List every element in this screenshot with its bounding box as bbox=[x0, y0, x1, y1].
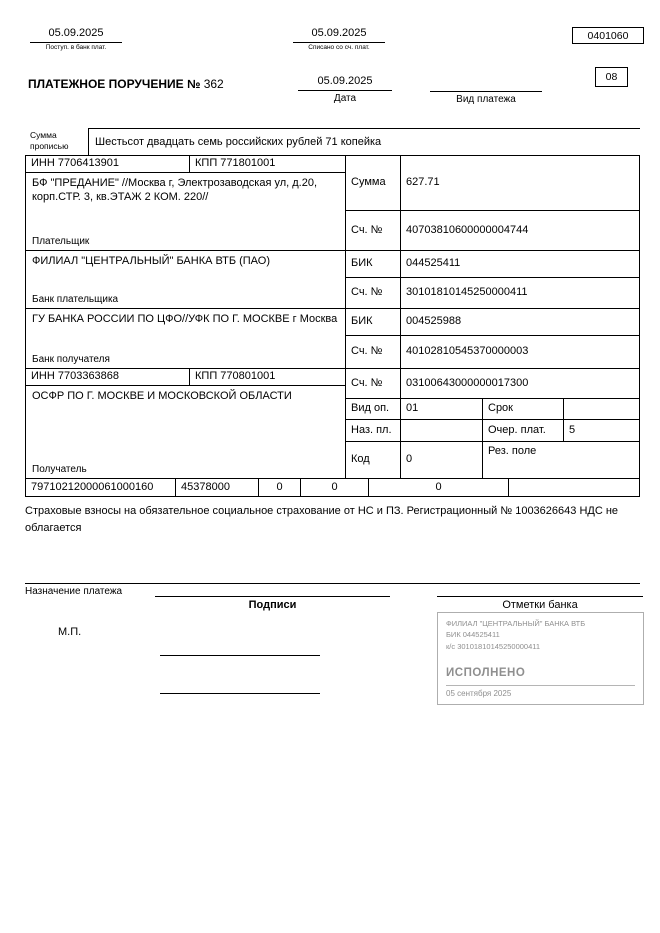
payer-bank-account-label-cell bbox=[345, 277, 401, 309]
stamp-corr-account: к/с 30101810145250000411 bbox=[446, 641, 541, 651]
receiver-account-label: Сч. № bbox=[351, 376, 383, 389]
amount-words-text: Шестьсот двадцать семь российских рублей 71 копейка bbox=[95, 136, 382, 148]
stamp-status: ИСПОЛНЕНО bbox=[446, 666, 526, 679]
oktmo-value: 45378000 bbox=[181, 480, 230, 493]
document-title bbox=[28, 77, 224, 91]
priority-label-cell bbox=[482, 419, 564, 442]
signature-line-1 bbox=[160, 655, 320, 656]
debited-date-block bbox=[293, 27, 385, 51]
payer-bank-name: ФИЛИАЛ "ЦЕНТРАЛЬНЫЙ" БАНКА ВТБ (ПАО) bbox=[32, 255, 270, 267]
receiver-name: ОСФР ПО Г. МОСКВЕ И МОСКОВСКОЙ ОБЛАСТИ bbox=[32, 390, 292, 402]
code-label: Код bbox=[351, 453, 370, 466]
receiver-bank-bik-value-cell bbox=[400, 308, 640, 336]
purpose-caption: Назначение платежа bbox=[25, 586, 123, 597]
naz-pl-value-cell bbox=[400, 419, 483, 442]
payer-name: БФ "ПРЕДАНИЕ" //Москва г, Электрозаводская ул, д.20, корп.СТР. 3, кв.ЭТАЖ 2 КОМ. 220// bbox=[32, 177, 318, 203]
document-title-text: ПЛАТЕЖНОЕ ПОРУЧЕНИЕ № bbox=[28, 77, 201, 91]
bank-marks-caption: Отметки банка bbox=[502, 599, 578, 611]
stamp-divider bbox=[446, 685, 635, 686]
receiver-kpp-cell bbox=[189, 368, 346, 386]
bank-marks-line bbox=[437, 596, 643, 597]
payer-bank-bik-value: 044525411 bbox=[406, 257, 461, 270]
document-date: 05.09.2025 bbox=[298, 75, 392, 91]
term-label: Срок bbox=[488, 402, 513, 415]
form-code-box bbox=[572, 27, 644, 44]
naz-pl-label: Наз. пл. bbox=[351, 423, 392, 436]
payer-account-label-cell bbox=[345, 210, 401, 251]
op-type-label-cell bbox=[345, 398, 401, 420]
op-type-value: 01 bbox=[406, 402, 419, 415]
receiver-bank-name: ГУ БАНКА РОССИИ ПО ЦФО//УФК ПО Г. МОСКВЕ г Москва bbox=[32, 313, 338, 325]
debited-date: 05.09.2025 bbox=[293, 27, 385, 43]
form-code: 0401060 bbox=[587, 29, 629, 42]
priority-value-cell bbox=[563, 419, 640, 442]
code-label-cell bbox=[345, 441, 401, 479]
receiver-bank-account-value: 40102810545370000003 bbox=[406, 345, 529, 358]
receiver-cell bbox=[25, 385, 346, 479]
term-value-cell bbox=[563, 398, 640, 420]
payment-type-block bbox=[430, 75, 542, 105]
op-type-value-cell bbox=[400, 398, 483, 420]
receiver-bank-bik-value: 004525988 bbox=[406, 315, 462, 328]
document-date-caption: Дата bbox=[333, 93, 357, 104]
signatures-caption: Подписи bbox=[248, 599, 297, 611]
stamp-bik: БИК 044525411 bbox=[446, 630, 500, 640]
payment-type-caption: Вид платежа bbox=[456, 94, 516, 105]
document-date-block bbox=[298, 75, 392, 104]
payer-bank-account-label: Сч. № bbox=[351, 286, 383, 299]
basis-cell bbox=[258, 478, 301, 497]
payer-inn: ИНН 7706413901 bbox=[31, 157, 120, 170]
payer-bank-account-value: 30101810145250000411 bbox=[406, 286, 528, 299]
status-code: 08 bbox=[605, 71, 618, 83]
period-value: 0 bbox=[331, 480, 338, 493]
payment-type-line bbox=[430, 75, 542, 92]
receiver-bank-account-label: Сч. № bbox=[351, 345, 383, 358]
priority-value: 5 bbox=[569, 423, 576, 436]
receiver-kpp: КПП 770801001 bbox=[195, 370, 276, 383]
purpose-text: Страховые взносы на обязательное социальное страхование от НС и ПЗ. Регистрационный № 1003626643 НДС не облагается bbox=[25, 505, 619, 534]
doc-date-cell bbox=[508, 478, 640, 497]
reserve-field-cell bbox=[482, 441, 640, 479]
mp-caption: М.П. bbox=[58, 626, 82, 638]
payer-bank-account-value-cell bbox=[400, 277, 640, 309]
payer-inn-cell bbox=[25, 155, 190, 173]
received-date-block bbox=[30, 27, 122, 51]
receiver-bank-bik-label-cell bbox=[345, 308, 401, 336]
code-value-cell bbox=[400, 441, 483, 479]
receiver-account-value-cell bbox=[400, 368, 640, 399]
debited-date-caption: Списано со сч. плат. bbox=[308, 44, 370, 51]
stamp-date: 05 сентября 2025 bbox=[446, 689, 512, 698]
amount-words-caption: Сумма прописью bbox=[30, 130, 69, 152]
receiver-bank-account-label-cell bbox=[345, 335, 401, 369]
received-date-caption: Поступ. в банк плат. bbox=[45, 44, 107, 51]
receiver-account-label-cell bbox=[345, 368, 401, 399]
payer-bank-cell bbox=[25, 250, 346, 309]
doc-number-value: 0 bbox=[435, 480, 442, 493]
receiver-bank-caption: Банк получателя bbox=[32, 353, 110, 365]
stamp-bank-name: ФИЛИАЛ "ЦЕНТРАЛЬНЫЙ" БАНКА ВТБ bbox=[446, 619, 586, 628]
receiver-inn-cell bbox=[25, 368, 190, 386]
amount-words-field bbox=[88, 128, 640, 156]
receiver-account-value: 03100643000000017300 bbox=[406, 376, 529, 389]
priority-label: Очер. плат. bbox=[488, 423, 546, 436]
bank-stamp bbox=[437, 612, 644, 705]
kbk-value: 79710212000061000160 bbox=[31, 480, 154, 493]
basis-value: 0 bbox=[276, 480, 283, 493]
amount-label: Сумма bbox=[351, 176, 386, 189]
document-number: 362 bbox=[203, 77, 224, 91]
payer-bank-bik-value-cell bbox=[400, 250, 640, 278]
payer-account-value: 40703810600000004744 bbox=[406, 223, 529, 236]
purpose-line bbox=[25, 583, 640, 584]
code-value: 0 bbox=[406, 453, 413, 466]
oktmo-cell bbox=[175, 478, 259, 497]
payer-account-label: Сч. № bbox=[351, 223, 383, 236]
reserve-field-label: Рез. поле bbox=[488, 445, 537, 457]
receiver-bank-bik-label: БИК bbox=[351, 315, 373, 328]
signature-line-2 bbox=[160, 693, 320, 694]
amount-value: 627.71 bbox=[406, 176, 440, 189]
amount-value-cell bbox=[400, 155, 640, 211]
payer-account-value-cell bbox=[400, 210, 640, 251]
receiver-bank-account-value-cell bbox=[400, 335, 640, 369]
term-label-cell bbox=[482, 398, 564, 420]
naz-pl-label-cell bbox=[345, 419, 401, 442]
payer-bank-caption: Банк плательщика bbox=[32, 293, 119, 305]
receiver-caption: Получатель bbox=[32, 463, 87, 475]
doc-number-cell bbox=[368, 478, 509, 497]
receiver-bank-cell bbox=[25, 308, 346, 369]
received-date: 05.09.2025 bbox=[30, 27, 122, 43]
amount-label-cell bbox=[345, 155, 401, 211]
payer-bank-bik-label: БИК bbox=[351, 257, 373, 270]
op-type-label: Вид оп. bbox=[351, 402, 390, 415]
period-cell bbox=[300, 478, 369, 497]
status-code-box bbox=[595, 67, 628, 87]
receiver-inn: ИНН 7703363868 bbox=[31, 370, 120, 383]
signatures-line bbox=[155, 596, 390, 597]
payer-kpp-cell bbox=[189, 155, 346, 173]
payer-kpp: КПП 771801001 bbox=[195, 157, 276, 170]
payer-bank-bik-label-cell bbox=[345, 250, 401, 278]
kbk-cell bbox=[25, 478, 176, 497]
payer-cell bbox=[25, 172, 346, 251]
payer-caption: Плательщик bbox=[32, 235, 90, 247]
